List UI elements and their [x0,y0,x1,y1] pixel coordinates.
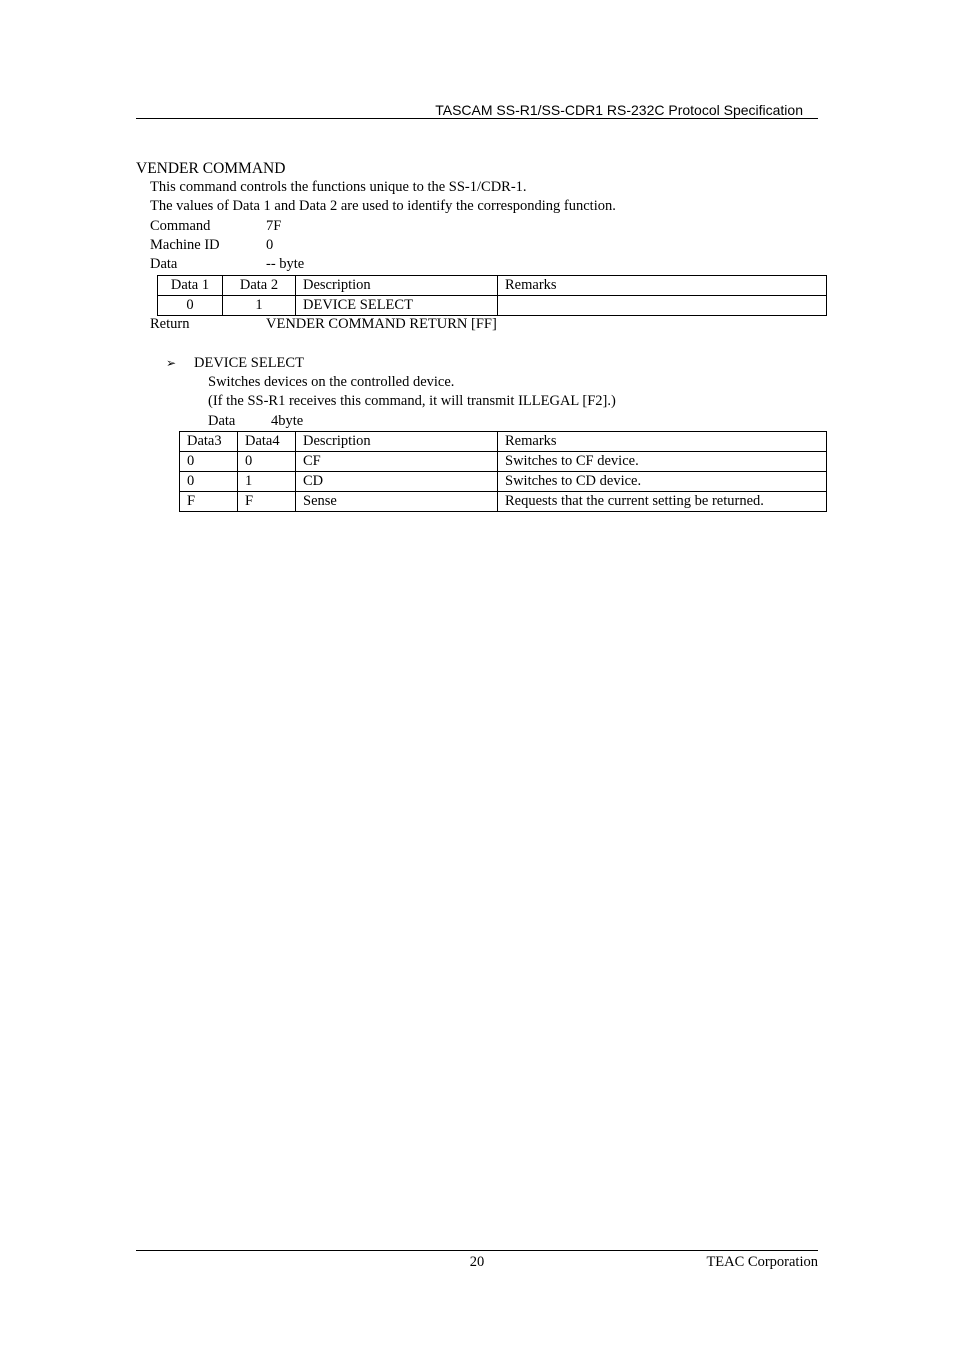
subsection-title: DEVICE SELECT [194,355,304,371]
header-divider [136,118,818,119]
table-header-cell: Data3 [180,432,238,452]
table-cell: Switches to CD device. [498,472,827,492]
section-description-1: This command controls the functions unique to the SS-1/CDR-1. [150,179,527,195]
return-value: VENDER COMMAND RETURN [FF] [266,316,497,332]
table-row [180,492,827,512]
table-cell: Sense [296,492,498,512]
vender-command-table [157,275,827,316]
bullet-arrow-icon: ➢ [166,356,177,370]
table-cell: F [180,492,238,512]
table-cell: 0 [238,452,296,472]
table-header-cell: Data 2 [223,276,296,296]
data-value: -- byte [266,256,305,272]
table-cell: 1 [223,296,296,316]
subsection-description-1: Switches devices on the controlled device. [208,374,455,390]
machine-id-value: 0 [266,237,274,253]
subsection-description-2: (If the SS-R1 receives this command, it will transmit ILLEGAL [F2].) [208,393,616,409]
table-cell: DEVICE SELECT [296,296,498,316]
table-cell: CD [296,472,498,492]
table-cell: 0 [158,296,223,316]
table-row [180,452,827,472]
command-value: 7F [266,218,282,234]
table-header-cell: Remarks [498,432,827,452]
data-label: Data [150,256,178,272]
table-cell: CF [296,452,498,472]
command-label: Command [150,218,211,234]
machine-id-label: Machine ID [150,237,220,253]
table-header-row [158,276,827,296]
page-number: 20 [469,1254,485,1270]
table-cell: Requests that the current setting be returned. [498,492,827,512]
return-label: Return [150,316,190,332]
table-cell: F [238,492,296,512]
table-cell: 1 [238,472,296,492]
table-header-cell: Data4 [238,432,296,452]
table-header-cell: Description [296,432,498,452]
table-cell: Switches to CF device. [498,452,827,472]
table-cell: 0 [180,452,238,472]
section-title: VENDER COMMAND [136,160,286,177]
table-cell: 0 [180,472,238,492]
page-header-title: TASCAM SS-R1/SS-CDR1 RS-232C Protocol Specification [435,102,803,118]
footer-company: TEAC Corporation [706,1254,818,1270]
table-header-cell: Data 1 [158,276,223,296]
device-select-table [179,431,827,512]
table-row [180,472,827,492]
table-cell [498,296,827,316]
table-header-row [180,432,827,452]
subsection-data-label: Data [208,413,236,429]
table-header-cell: Remarks [498,276,827,296]
section-description-2: The values of Data 1 and Data 2 are used to identify the corresponding function. [150,198,616,214]
table-header-cell: Description [296,276,498,296]
footer-divider [136,1250,818,1251]
subsection-data-value: 4byte [271,413,304,429]
table-row [158,296,827,316]
